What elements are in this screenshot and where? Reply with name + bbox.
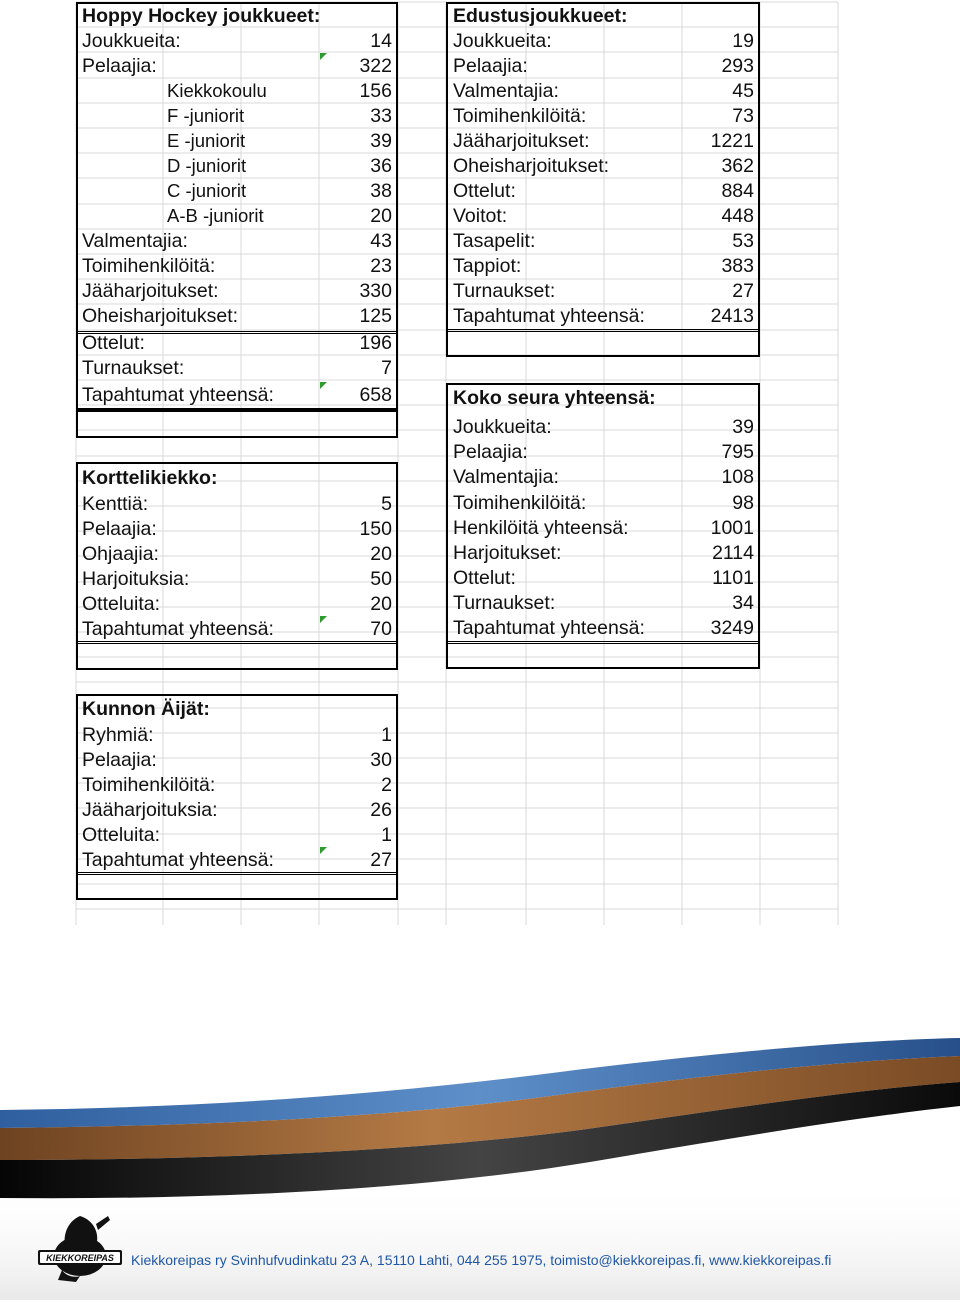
row-value: 26 (370, 799, 392, 821)
divider (76, 872, 398, 875)
section-title: Edustusjoukkueet: (453, 5, 628, 27)
row-value: 34 (732, 592, 754, 614)
row-value: 330 (359, 280, 392, 302)
row-value: 1 (381, 824, 392, 846)
divider (446, 641, 760, 644)
row-value: 795 (721, 441, 754, 463)
row-label: Jääharjoitukset: (82, 280, 219, 302)
row-value: 2114 (712, 542, 754, 564)
row-label: Pelaajia: (82, 55, 157, 77)
row-label: Ottelut: (453, 180, 516, 202)
row-label: E -juniorit (167, 130, 246, 151)
row-value: 5 (381, 493, 392, 515)
row-value: 23 (370, 255, 392, 277)
row-label: A-B -juniorit (167, 205, 264, 226)
row-label: Harjoituksia: (82, 568, 190, 590)
row-label: Valmentajia: (453, 466, 559, 488)
row-label: Ottelut: (453, 567, 516, 589)
row-value: 14 (370, 30, 392, 52)
row-label: Tapahtumat yhteensä: (453, 617, 645, 639)
row-value: 293 (721, 55, 754, 77)
row-value: 50 (370, 568, 392, 590)
row-value: 448 (721, 205, 754, 227)
row-value: 30 (370, 749, 392, 771)
row-value: 156 (359, 80, 392, 102)
row-label: Pelaajia: (82, 749, 157, 771)
edustus-frame (446, 2, 760, 357)
row-label: Joukkueita: (453, 416, 552, 438)
row-value: 1001 (710, 517, 754, 539)
row-label: Toimihenkilöitä: (453, 492, 587, 514)
row-value: 108 (721, 466, 754, 488)
row-label: Kiekkokoulu (167, 80, 267, 101)
row-value: 36 (370, 155, 392, 177)
row-value: 150 (359, 518, 392, 540)
row-value: 383 (721, 255, 754, 277)
row-value: 45 (732, 80, 754, 102)
row-value: 7 (381, 357, 392, 379)
row-value: 125 (359, 305, 392, 327)
section-title: Kunnon Äijät: (82, 698, 210, 720)
row-value: 1101 (712, 567, 754, 589)
row-value: 322 (359, 55, 392, 77)
kunnon-aijat-frame (76, 694, 398, 900)
row-value: 20 (370, 593, 392, 615)
logo-text: KIEKKOREIPAS (46, 1253, 114, 1263)
row-label: Turnaukset: (82, 357, 185, 379)
row-label: Turnaukset: (453, 592, 556, 614)
row-value: 884 (721, 180, 754, 202)
row-value: 196 (359, 332, 392, 354)
row-value: 27 (370, 849, 392, 871)
koko-seura-frame (446, 383, 760, 669)
row-label: Jääharjoitukset: (453, 130, 590, 152)
row-label: Voitot: (453, 205, 508, 227)
row-label: Tasapelit: (453, 230, 536, 252)
row-label: F -juniorit (167, 105, 245, 126)
row-label: Pelaajia: (453, 441, 528, 463)
row-value: 2413 (710, 305, 754, 327)
row-label: Otteluita: (82, 824, 161, 846)
row-label: Toimihenkilöitä: (82, 774, 216, 796)
row-label: Ohjaajia: (82, 543, 159, 565)
row-label: Ryhmiä: (82, 724, 154, 746)
row-value: 362 (721, 155, 754, 177)
row-label: D -juniorit (167, 155, 247, 176)
row-label: Henkilöitä yhteensä: (453, 517, 629, 539)
row-value: 39 (732, 416, 754, 438)
row-label: C -juniorit (167, 180, 247, 201)
row-value: 658 (359, 384, 392, 406)
row-value: 43 (370, 230, 392, 252)
row-value: 38 (370, 180, 392, 202)
divider (76, 641, 398, 644)
row-value: 1221 (710, 130, 754, 152)
section-title: Koko seura yhteensä: (453, 387, 656, 409)
section-title: Hoppy Hockey joukkueet: (82, 5, 321, 27)
row-label: Kenttiä: (82, 493, 149, 515)
row-value: 2 (381, 774, 392, 796)
hockey-player-icon (36, 1212, 124, 1284)
row-label: Jääharjoituksia: (82, 799, 218, 821)
footer-contact-info: Kiekkoreipas ry Svinhufvudinkatu 23 A, 15110 Lahti, 044 255 1975, toimisto@kiekkoreipas.fi, www.kiekkoreipas.fi (131, 1252, 832, 1268)
empty-cell-frame (76, 410, 398, 438)
row-value: 53 (732, 230, 754, 252)
row-value: 19 (732, 30, 754, 52)
row-label: Valmentajia: (453, 80, 559, 102)
row-label: Joukkueita: (82, 30, 181, 52)
row-value: 20 (370, 205, 392, 227)
row-label: Tapahtumat yhteensä: (82, 384, 274, 406)
row-value: 39 (370, 130, 392, 152)
row-label: Tapahtumat yhteensä: (453, 305, 645, 327)
hoppy-hockey-frame (76, 2, 398, 410)
row-label: Harjoitukset: (453, 542, 562, 564)
section-title: Korttelikiekko: (82, 467, 218, 489)
korttelikiekko-frame (76, 462, 398, 670)
row-label: Toimihenkilöitä: (453, 105, 587, 127)
row-value: 20 (370, 543, 392, 565)
row-label: Ottelut: (82, 332, 145, 354)
row-label: Valmentajia: (82, 230, 188, 252)
row-value: 73 (732, 105, 754, 127)
row-label: Joukkueita: (453, 30, 552, 52)
row-label: Pelaajia: (82, 518, 157, 540)
row-value: 33 (370, 105, 392, 127)
row-value: 3249 (710, 617, 754, 639)
row-label: Otteluita: (82, 593, 161, 615)
row-value: 70 (370, 618, 392, 640)
divider (76, 331, 398, 334)
row-label: Oheisharjoitukset: (453, 155, 610, 177)
row-label: Tappiot: (453, 255, 522, 277)
row-label: Tapahtumat yhteensä: (82, 618, 274, 640)
row-label: Turnaukset: (453, 280, 556, 302)
divider (446, 329, 760, 332)
row-label: Toimihenkilöitä: (82, 255, 216, 277)
row-label: Tapahtumat yhteensä: (82, 849, 274, 871)
row-value: 98 (732, 492, 754, 514)
kiekkoreipas-logo[interactable] (36, 1212, 124, 1284)
row-value: 1 (381, 724, 392, 746)
row-label: Pelaajia: (453, 55, 528, 77)
row-value: 27 (732, 280, 754, 302)
row-label: Oheisharjoitukset: (82, 305, 239, 327)
